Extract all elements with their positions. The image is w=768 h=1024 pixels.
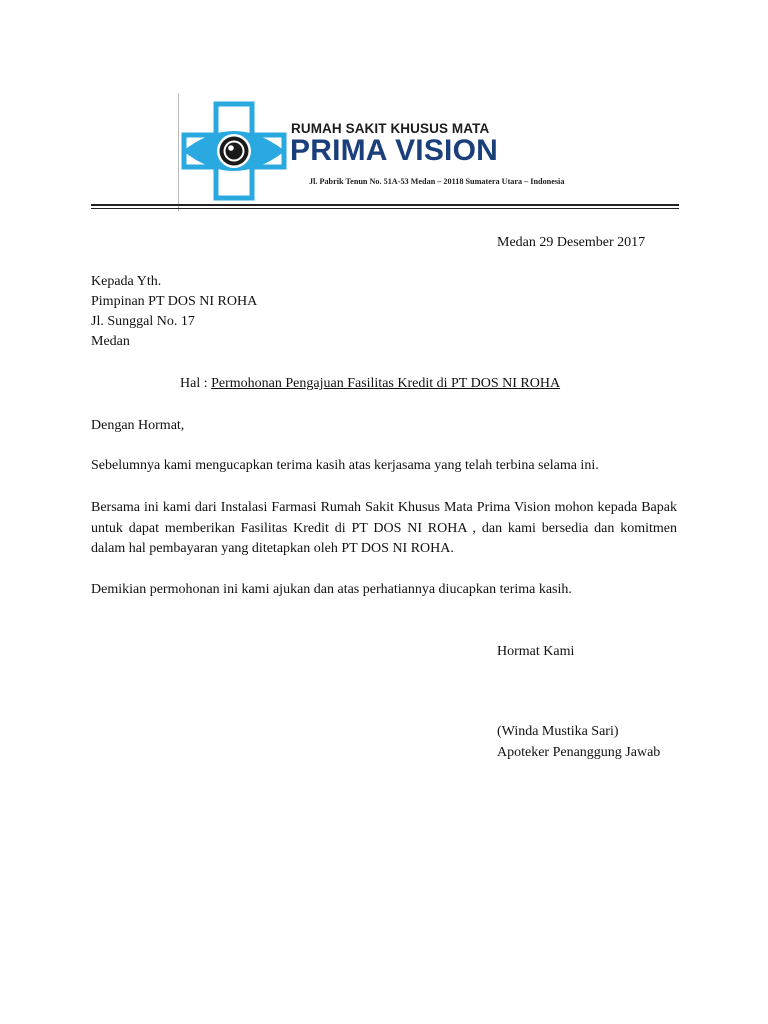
header-rule-thick xyxy=(91,204,679,206)
subject-label: Hal : xyxy=(180,376,212,391)
recipient-line: Jl. Sunggal No. 17 xyxy=(91,314,195,329)
letterhead xyxy=(178,93,594,211)
header-rule-thin xyxy=(91,208,679,209)
closing: Hormat Kami xyxy=(497,644,575,659)
place-date: Medan 29 Desember 2017 xyxy=(497,235,646,250)
greeting: Dengan Hormat, xyxy=(91,418,185,433)
subject-text: Permohonan Pengajuan Fasilitas Kredit di PT DOS NI ROHA xyxy=(211,376,561,391)
eye-cross-logo-icon xyxy=(180,101,288,201)
hospital-name: PRIMA VISION xyxy=(290,134,498,167)
body-paragraph: Sebelumnya kami mengucapkan terima kasih atas kerjasama yang telah terbina selama ini. xyxy=(91,458,599,473)
body-paragraph: Demikian permohonan ini kami ajukan dan atas perhatiannya diucapkan terima kasih. xyxy=(91,582,572,597)
hospital-type: RUMAH SAKIT KHUSUS MATA xyxy=(291,121,490,136)
recipient-line: Medan xyxy=(91,334,130,349)
body-paragraph: Bersama ini kami dari Instalasi Farmasi Rumah Sakit Khusus Mata Prima Vision mohon kepada Bapak untuk dapat memberikan Fasilitas Kredit di PT DOS NI ROHA , dan kami bersedia dan komitmen dalam hal pembayaran yang ditetapkan oleh PT DOS NI ROHA. xyxy=(91,500,677,556)
signatory-name: (Winda Mustika Sari) xyxy=(497,724,619,739)
subject-line xyxy=(180,374,560,394)
letterhead-divider xyxy=(178,93,179,211)
recipient-block xyxy=(91,272,257,352)
signature-block xyxy=(497,722,660,763)
recipient-line: Kepada Yth. xyxy=(91,274,162,289)
hospital-address: Jl. Pabrik Tenun No. 51A-53 Medan – 20118 Sumatera Utara – Indonesia xyxy=(309,177,565,186)
signatory-title: Apoteker Penanggung Jawab xyxy=(497,744,661,760)
recipient-line: Pimpinan PT DOS NI ROHA xyxy=(91,294,258,309)
